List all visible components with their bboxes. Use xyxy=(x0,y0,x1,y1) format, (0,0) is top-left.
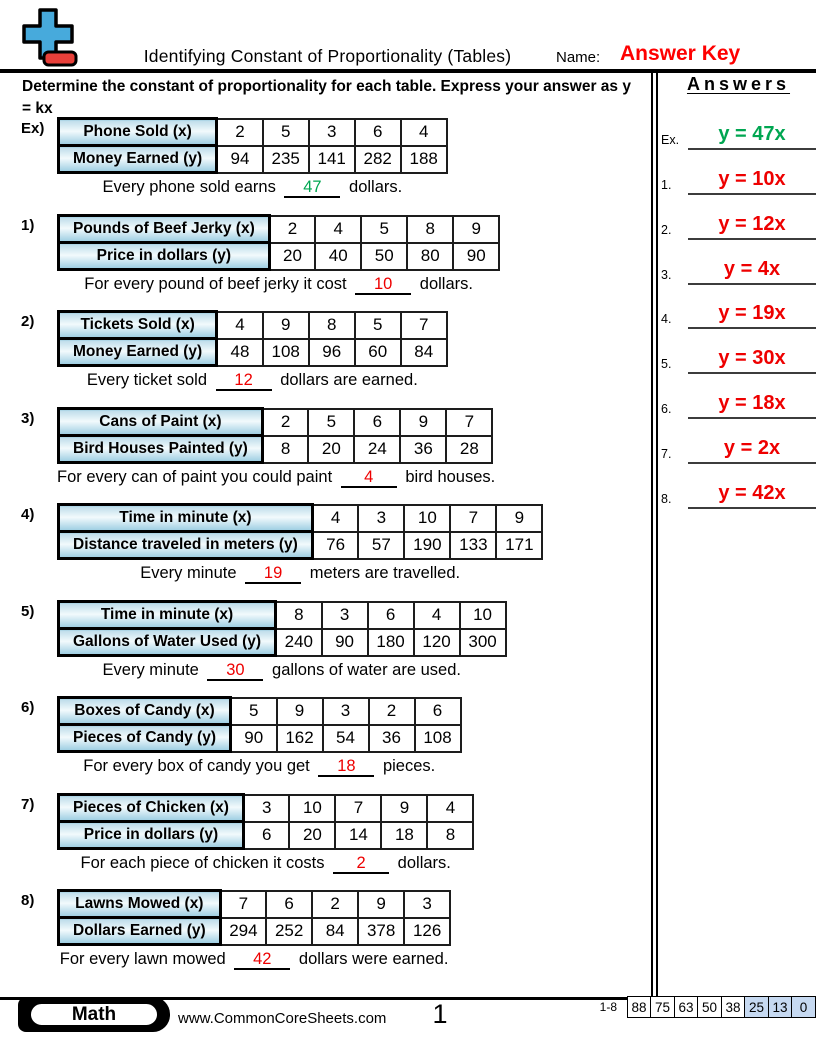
y-value-cell: 141 xyxy=(309,146,355,173)
table-row-x xyxy=(59,698,461,725)
x-value-cell: 4 xyxy=(414,602,460,629)
instructions-text: Determine the constant of proportionality for each table. Express your answer as y = kx xyxy=(22,78,631,118)
subject-oval xyxy=(28,1001,160,1028)
y-value-cell: 54 xyxy=(323,725,369,752)
problem-block xyxy=(0,214,500,295)
y-value-cell: 240 xyxy=(276,629,322,656)
y-value-cell: 24 xyxy=(354,436,400,463)
problem-block xyxy=(0,310,448,391)
answer-number: Ex. xyxy=(661,132,680,147)
y-value-cell: 108 xyxy=(263,339,309,366)
answer-row xyxy=(661,285,816,330)
answer-value: y = 2x xyxy=(688,437,816,464)
blank-answer-value: 19 xyxy=(263,564,283,582)
answer-number: 4. xyxy=(661,312,672,327)
answer-value: y = 19x xyxy=(688,302,816,329)
y-value-cell: 120 xyxy=(414,629,460,656)
y-value-cell: 188 xyxy=(401,146,447,173)
proportionality-table xyxy=(57,600,507,657)
problem-block xyxy=(0,503,543,584)
x-value-cell: 5 xyxy=(355,312,401,339)
sentence-after: pieces. xyxy=(382,757,436,775)
problem-block xyxy=(0,600,507,681)
x-row-header: Time in minute (x) xyxy=(59,602,276,629)
answer-number: 1. xyxy=(661,177,672,192)
problem-block xyxy=(0,696,462,777)
y-value-cell: 6 xyxy=(243,822,289,849)
x-row-header: Cans of Paint (x) xyxy=(59,409,263,436)
proportionality-table xyxy=(57,407,493,464)
answer-blank xyxy=(333,855,389,874)
score-cell: 13 xyxy=(768,996,793,1018)
problem-body xyxy=(57,889,451,970)
problem-number: 4) xyxy=(21,506,35,523)
table-row-y xyxy=(59,532,543,559)
x-value-cell: 7 xyxy=(446,409,492,436)
x-row-header: Pounds of Beef Jerky (x) xyxy=(59,216,270,243)
answer-value: y = 10x xyxy=(688,168,816,195)
x-row-header: Time in minute (x) xyxy=(59,505,313,532)
x-value-cell: 2 xyxy=(369,698,415,725)
problem-number: Ex) xyxy=(21,120,45,137)
problem-body xyxy=(57,310,448,391)
proportionality-table xyxy=(57,793,474,850)
sentence-before: For every lawn mowed xyxy=(59,950,226,968)
table-row-y xyxy=(59,243,500,270)
y-value-cell: 20 xyxy=(269,243,315,270)
x-row-header: Pieces of Chicken (x) xyxy=(59,795,244,822)
y-value-cell: 171 xyxy=(496,532,542,559)
y-row-header: Bird Houses Painted (y) xyxy=(59,436,263,463)
problem-number: 6) xyxy=(21,699,35,716)
x-value-cell: 8 xyxy=(276,602,322,629)
score-cell: 63 xyxy=(674,996,699,1018)
score-cell: 0 xyxy=(791,996,816,1018)
sentence-before: Every minute xyxy=(102,661,199,679)
sentence-after: dollars were earned. xyxy=(298,950,449,968)
blank-answer-value: 12 xyxy=(234,371,253,389)
y-value-cell: 18 xyxy=(381,822,427,849)
problem-body xyxy=(57,407,495,488)
answer-blank xyxy=(207,662,263,681)
header-divider xyxy=(0,69,816,73)
y-value-cell: 235 xyxy=(263,146,309,173)
problem-block xyxy=(0,407,495,488)
x-value-cell: 5 xyxy=(231,698,277,725)
x-value-cell: 2 xyxy=(312,891,358,918)
answer-blank xyxy=(318,758,374,777)
sentence-before: Every phone sold earns xyxy=(102,178,276,196)
answers-list xyxy=(661,105,816,509)
problem-body xyxy=(57,600,507,681)
proportionality-table xyxy=(57,889,451,946)
answer-row xyxy=(661,240,816,285)
x-value-cell: 9 xyxy=(381,795,427,822)
score-cell: 25 xyxy=(744,996,769,1018)
problem-sentence xyxy=(57,468,495,488)
proportionality-table xyxy=(57,503,543,560)
table-row-x xyxy=(59,795,474,822)
blank-answer-value: 2 xyxy=(356,854,366,872)
y-value-cell: 94 xyxy=(217,146,263,173)
y-row-header: Dollars Earned (y) xyxy=(59,918,221,945)
sentence-after: dollars. xyxy=(349,178,403,196)
x-row-header: Lawns Mowed (x) xyxy=(59,891,221,918)
y-value-cell: 96 xyxy=(309,339,355,366)
x-row-header: Phone Sold (x) xyxy=(59,119,217,146)
y-value-cell: 90 xyxy=(453,243,499,270)
sentence-before: For every box of candy you get xyxy=(83,757,310,775)
y-value-cell: 84 xyxy=(312,918,358,945)
answer-number: 8. xyxy=(661,492,672,507)
sentence-before: For every pound of beef jerky it cost xyxy=(84,275,347,293)
table-row-x xyxy=(59,216,500,243)
y-value-cell: 126 xyxy=(404,918,450,945)
website-url: www.CommonCoreSheets.com xyxy=(178,1010,387,1027)
problem-number: 8) xyxy=(21,892,35,909)
blank-answer-value: 18 xyxy=(337,757,356,775)
score-strip xyxy=(598,996,816,1018)
problem-number: 1) xyxy=(21,217,35,234)
problem-sentence xyxy=(57,854,474,874)
problem-sentence xyxy=(57,661,507,681)
problem-sentence xyxy=(57,275,500,295)
answer-row xyxy=(661,374,816,419)
table-row-x xyxy=(59,409,493,436)
y-value-cell: 60 xyxy=(355,339,401,366)
table-row-x xyxy=(59,602,506,629)
y-row-header: Price in dollars (y) xyxy=(59,822,244,849)
answers-panel xyxy=(661,74,816,509)
y-value-cell: 40 xyxy=(315,243,361,270)
answer-row xyxy=(661,464,816,509)
x-value-cell: 6 xyxy=(355,119,401,146)
x-value-cell: 2 xyxy=(269,216,315,243)
answer-key-text: Answer Key xyxy=(620,42,741,65)
blank-answer-value: 10 xyxy=(373,275,393,293)
answer-blank xyxy=(216,372,272,391)
table-row-x xyxy=(59,119,447,146)
answer-value: y = 47x xyxy=(688,123,816,150)
x-value-cell: 9 xyxy=(453,216,499,243)
score-range-label: 1-8 xyxy=(599,1000,617,1014)
answer-blank xyxy=(284,179,340,198)
y-value-cell: 162 xyxy=(277,725,323,752)
sentence-before: For every can of paint you could paint xyxy=(57,468,333,486)
sentence-after: meters are travelled. xyxy=(309,564,461,582)
score-cell: 88 xyxy=(627,996,652,1018)
x-value-cell: 4 xyxy=(401,119,447,146)
x-value-cell: 3 xyxy=(309,119,355,146)
x-value-cell: 5 xyxy=(308,409,354,436)
x-value-cell: 4 xyxy=(315,216,361,243)
table-row-y xyxy=(59,436,493,463)
x-value-cell: 3 xyxy=(404,891,450,918)
answer-row xyxy=(661,150,816,195)
y-value-cell: 294 xyxy=(220,918,266,945)
y-row-header: Gallons of Water Used (y) xyxy=(59,629,276,656)
x-value-cell: 4 xyxy=(312,505,358,532)
problem-body xyxy=(57,503,543,584)
problem-sentence xyxy=(57,371,448,391)
y-value-cell: 14 xyxy=(335,822,381,849)
y-value-cell: 8 xyxy=(262,436,308,463)
sentence-after: gallons of water are used. xyxy=(272,661,461,679)
answer-value: y = 18x xyxy=(688,392,816,419)
y-value-cell: 84 xyxy=(401,339,447,366)
y-value-cell: 36 xyxy=(369,725,415,752)
x-value-cell: 9 xyxy=(358,891,404,918)
subject-label: Math xyxy=(71,1003,117,1025)
sentence-before: Every ticket sold xyxy=(86,371,208,389)
answer-row xyxy=(661,195,816,240)
sentence-after: dollars. xyxy=(419,275,473,293)
problem-sentence xyxy=(57,757,462,777)
y-value-cell: 300 xyxy=(460,629,506,656)
y-value-cell: 48 xyxy=(217,339,263,366)
answer-row xyxy=(661,329,816,374)
sentence-after: dollars. xyxy=(397,854,451,872)
answer-blank xyxy=(341,469,397,488)
sentence-after: dollars are earned. xyxy=(280,371,418,389)
y-row-header: Distance traveled in meters (y) xyxy=(59,532,313,559)
table-row-y xyxy=(59,725,461,752)
x-value-cell: 6 xyxy=(415,698,461,725)
y-value-cell: 36 xyxy=(400,436,446,463)
x-value-cell: 3 xyxy=(358,505,404,532)
x-value-cell: 2 xyxy=(262,409,308,436)
y-value-cell: 90 xyxy=(322,629,368,656)
sentence-before: For each piece of chicken it costs xyxy=(80,854,325,872)
table-row-x xyxy=(59,312,447,339)
x-value-cell: 10 xyxy=(460,602,506,629)
problem-body xyxy=(57,696,462,777)
x-value-cell: 7 xyxy=(401,312,447,339)
answer-value: y = 42x xyxy=(688,482,816,509)
blank-answer-value: 30 xyxy=(226,661,245,679)
x-row-header: Tickets Sold (x) xyxy=(59,312,217,339)
problem-block xyxy=(0,889,451,970)
table-row-x xyxy=(59,505,543,532)
answer-number: 2. xyxy=(661,222,672,237)
blank-answer-value: 47 xyxy=(303,178,322,196)
answer-blank xyxy=(245,565,301,584)
y-value-cell: 76 xyxy=(312,532,358,559)
x-value-cell: 5 xyxy=(263,119,309,146)
answers-title: Answers xyxy=(686,74,791,94)
x-value-cell: 2 xyxy=(217,119,263,146)
proportionality-table xyxy=(57,310,448,367)
problem-sentence xyxy=(57,950,451,970)
x-value-cell: 7 xyxy=(220,891,266,918)
sentence-after: bird houses. xyxy=(405,468,496,486)
page-title: Identifying Constant of Proportionality (Tables) xyxy=(143,46,512,66)
answer-value: y = 12x xyxy=(688,213,816,240)
x-value-cell: 6 xyxy=(354,409,400,436)
problem-block xyxy=(0,117,448,198)
y-value-cell: 50 xyxy=(361,243,407,270)
problem-body xyxy=(57,793,474,874)
answer-row xyxy=(661,419,816,464)
table-row-y xyxy=(59,146,447,173)
y-value-cell: 378 xyxy=(358,918,404,945)
blank-answer-value: 4 xyxy=(364,468,374,486)
problem-body xyxy=(57,214,500,295)
x-value-cell: 10 xyxy=(404,505,450,532)
y-value-cell: 80 xyxy=(407,243,453,270)
y-value-cell: 28 xyxy=(446,436,492,463)
table-row-y xyxy=(59,918,451,945)
problem-number: 5) xyxy=(21,603,35,620)
subject-badge xyxy=(18,997,170,1032)
problem-body xyxy=(57,117,448,198)
y-value-cell: 20 xyxy=(308,436,354,463)
x-value-cell: 6 xyxy=(266,891,312,918)
x-value-cell: 8 xyxy=(407,216,453,243)
x-value-cell: 4 xyxy=(427,795,473,822)
x-row-header: Boxes of Candy (x) xyxy=(59,698,231,725)
x-value-cell: 9 xyxy=(496,505,542,532)
score-cell: 75 xyxy=(650,996,675,1018)
answer-number: 3. xyxy=(661,267,672,282)
y-value-cell: 282 xyxy=(355,146,401,173)
x-value-cell: 3 xyxy=(322,602,368,629)
answer-number: 7. xyxy=(661,447,672,462)
score-cell: 50 xyxy=(697,996,722,1018)
answer-blank xyxy=(234,951,290,970)
answer-row xyxy=(661,105,816,150)
x-value-cell: 9 xyxy=(277,698,323,725)
x-value-cell: 10 xyxy=(289,795,335,822)
problem-sentence xyxy=(57,178,448,198)
blank-answer-value: 42 xyxy=(253,950,272,968)
answer-value: y = 30x xyxy=(688,347,816,374)
y-value-cell: 133 xyxy=(450,532,496,559)
score-cells xyxy=(628,996,816,1018)
y-value-cell: 108 xyxy=(415,725,461,752)
table-row-x xyxy=(59,891,451,918)
x-value-cell: 6 xyxy=(368,602,414,629)
answer-blank xyxy=(355,276,411,295)
page-number: 1 xyxy=(432,999,448,1029)
y-value-cell: 90 xyxy=(231,725,277,752)
table-row-y xyxy=(59,822,474,849)
x-value-cell: 3 xyxy=(323,698,369,725)
x-value-cell: 8 xyxy=(309,312,355,339)
x-value-cell: 9 xyxy=(263,312,309,339)
y-row-header: Price in dollars (y) xyxy=(59,243,270,270)
table-row-y xyxy=(59,339,447,366)
problem-number: 3) xyxy=(21,410,35,427)
problem-block xyxy=(0,793,474,874)
x-value-cell: 7 xyxy=(450,505,496,532)
problem-number: 2) xyxy=(21,313,35,330)
y-value-cell: 8 xyxy=(427,822,473,849)
answer-value: y = 4x xyxy=(688,258,816,285)
y-value-cell: 190 xyxy=(404,532,450,559)
y-row-header: Money Earned (y) xyxy=(59,339,217,366)
y-value-cell: 57 xyxy=(358,532,404,559)
y-row-header: Money Earned (y) xyxy=(59,146,217,173)
proportionality-table xyxy=(57,214,500,271)
problem-number: 7) xyxy=(21,796,35,813)
problem-sentence xyxy=(57,564,543,584)
x-value-cell: 5 xyxy=(361,216,407,243)
x-value-cell: 7 xyxy=(335,795,381,822)
answers-panel-divider xyxy=(651,72,658,998)
proportionality-table xyxy=(57,696,462,753)
name-label: Name: xyxy=(556,49,601,66)
score-cell: 38 xyxy=(721,996,746,1018)
x-value-cell: 9 xyxy=(400,409,446,436)
y-row-header: Pieces of Candy (y) xyxy=(59,725,231,752)
x-value-cell: 3 xyxy=(243,795,289,822)
answer-number: 5. xyxy=(661,357,672,372)
y-value-cell: 252 xyxy=(266,918,312,945)
x-value-cell: 4 xyxy=(217,312,263,339)
answer-number: 6. xyxy=(661,402,672,417)
y-value-cell: 20 xyxy=(289,822,335,849)
table-row-y xyxy=(59,629,506,656)
y-value-cell: 180 xyxy=(368,629,414,656)
sentence-before: Every minute xyxy=(140,564,237,582)
proportionality-table xyxy=(57,117,448,174)
